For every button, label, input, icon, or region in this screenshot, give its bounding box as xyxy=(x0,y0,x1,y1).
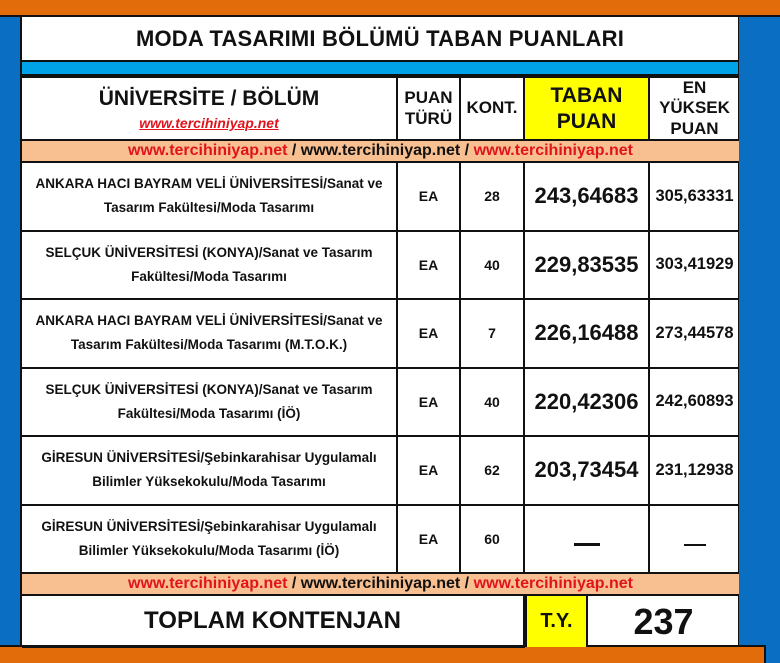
max-score: 305,63331 xyxy=(649,162,739,231)
table-header-row xyxy=(22,77,739,140)
quota: 7 xyxy=(460,299,524,368)
site-link[interactable]: www.tercihiniyap.net xyxy=(139,114,279,131)
header-university xyxy=(22,77,397,140)
header-base-score-line2: PUAN xyxy=(556,109,617,133)
base-score: 220,42306 xyxy=(524,368,649,437)
header-base-score-line1: TABAN xyxy=(550,84,623,108)
url-banner-link-2[interactable]: www.tercihiniyap.net xyxy=(300,142,461,160)
header-university-label: ÜNİVERSİTE / BÖLÜM xyxy=(98,86,320,110)
bottom-frame-corner xyxy=(766,645,780,663)
top-frame-bar xyxy=(0,0,780,17)
url-banner-row xyxy=(22,573,739,595)
url-banner-link-2[interactable]: www.tercihiniyap.net xyxy=(300,575,461,593)
score-type: EA xyxy=(397,505,460,574)
url-banner-sep-2: / xyxy=(460,142,474,160)
score-type: EA xyxy=(397,162,460,231)
header-base-score xyxy=(524,77,649,140)
url-banner-sep-2: / xyxy=(460,575,474,593)
page-title: MODA TASARIMI BÖLÜMÜ TABAN PUANLARI xyxy=(22,17,738,62)
quota: 28 xyxy=(460,162,524,231)
table-row xyxy=(22,505,739,574)
total-quota-label: TOPLAM KONTENJAN xyxy=(22,595,524,647)
url-banner-row xyxy=(22,140,739,162)
header-quota: KONT. xyxy=(460,77,524,140)
quota: 40 xyxy=(460,231,524,300)
url-banner-link-1[interactable]: www.tercihiniyap.net xyxy=(128,142,288,160)
score-sheet xyxy=(20,17,738,645)
header-score-type xyxy=(397,77,460,140)
scores-table xyxy=(22,76,739,648)
quota: 60 xyxy=(460,505,524,574)
table-row xyxy=(22,368,739,437)
header-max-score-line1: EN YÜKSEK xyxy=(659,78,730,118)
base-score: 226,16488 xyxy=(524,299,649,368)
url-banner xyxy=(22,573,739,595)
base-score: 243,64683 xyxy=(524,162,649,231)
program-name: GİRESUN ÜNİVERSİTESİ/Şebinkarahisar Uygulamalı Bilimler Yüksekokulu/Moda Tasarımı (İÖ) xyxy=(22,505,397,574)
table-row xyxy=(22,436,739,505)
dash-placeholder-icon xyxy=(574,543,600,546)
base-score: 203,73454 xyxy=(524,436,649,505)
url-banner-link-3[interactable]: www.tercihiniyap.net xyxy=(473,142,633,160)
max-score: 242,60893 xyxy=(649,368,739,437)
program-name: ANKARA HACI BAYRAM VELİ ÜNİVERSİTESİ/Sanat ve Tasarım Fakültesi/Moda Tasarımı (M.T.O.K.) xyxy=(22,299,397,368)
score-type: EA xyxy=(397,231,460,300)
total-quota-value: 237 xyxy=(633,600,694,642)
program-name: SELÇUK ÜNİVERSİTESİ (KONYA)/Sanat ve Tasarım Fakültesi/Moda Tasarımı xyxy=(22,231,397,300)
program-name: ANKARA HACI BAYRAM VELİ ÜNİVERSİTESİ/Sanat ve Tasarım Fakültesi/Moda Tasarımı xyxy=(22,162,397,231)
table-row xyxy=(22,299,739,368)
max-score: 273,44578 xyxy=(649,299,739,368)
score-type: EA xyxy=(397,299,460,368)
url-banner-link-3[interactable]: www.tercihiniyap.net xyxy=(473,575,633,593)
url-banner-link-1[interactable]: www.tercihiniyap.net xyxy=(128,575,288,593)
right-frame-bar xyxy=(737,17,780,646)
dash-placeholder-icon xyxy=(684,544,706,546)
quota: 40 xyxy=(460,368,524,437)
url-banner-sep-1: / xyxy=(287,142,301,160)
url-banner-sep-1: / xyxy=(287,575,301,593)
score-type: EA xyxy=(397,368,460,437)
title-divider-strip xyxy=(22,62,738,76)
url-banner xyxy=(22,140,739,162)
base-score-empty xyxy=(524,505,649,574)
program-name: GİRESUN ÜNİVERSİTESİ/Şebinkarahisar Uygulamalı Bilimler Yüksekokulu/Moda Tasarımı xyxy=(22,436,397,505)
total-value-group xyxy=(524,595,739,647)
left-frame-bar xyxy=(0,17,20,646)
max-score: 231,12938 xyxy=(649,436,739,505)
table-row xyxy=(22,231,739,300)
quota: 62 xyxy=(460,436,524,505)
table-row xyxy=(22,162,739,231)
total-row xyxy=(22,595,739,647)
max-score-empty xyxy=(649,505,739,574)
header-max-score xyxy=(649,77,739,140)
header-score-type-line1: PUAN xyxy=(404,88,453,108)
header-max-score-line2: PUAN xyxy=(670,118,719,138)
base-score: 229,83535 xyxy=(524,231,649,300)
score-type: EA xyxy=(397,436,460,505)
ty-badge: T.Y. xyxy=(525,596,588,647)
max-score: 303,41929 xyxy=(649,231,739,300)
header-score-type-line2: TÜRÜ xyxy=(404,108,453,128)
program-name: SELÇUK ÜNİVERSİTESİ (KONYA)/Sanat ve Tasarım Fakültesi/Moda Tasarımı (İÖ) xyxy=(22,368,397,437)
